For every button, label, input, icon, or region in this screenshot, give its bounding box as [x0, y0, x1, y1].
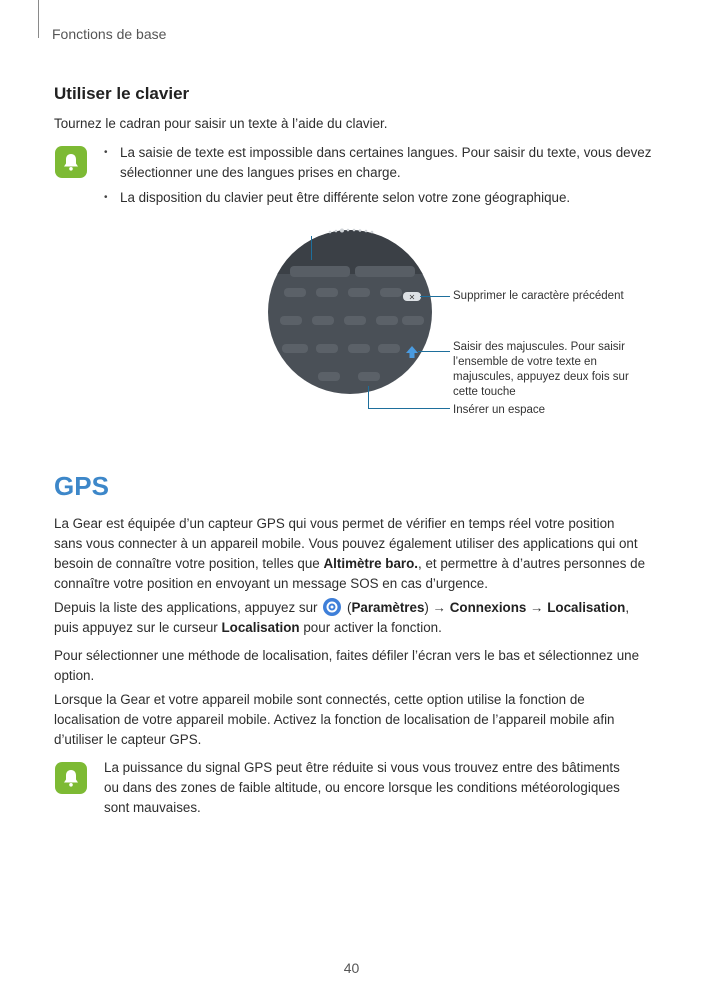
note-icon — [55, 146, 87, 178]
bell-icon — [60, 151, 82, 173]
keyboard-notes — [104, 143, 654, 213]
callout-line — [368, 408, 450, 409]
callout-space: Insérer un espace — [453, 404, 546, 416]
gps-paragraph-3: Pour sélectionner une méthode de localisation, faites défiler l’écran vers le bas et sélectionnez une option. — [54, 648, 640, 683]
bell-icon — [60, 767, 82, 789]
page-number: 40 — [343, 960, 360, 976]
list-item: • La saisie de texte est impossible dans certaines langues. Pour saisir du texte, vous devez sélectionner une des langues prises en charge. — [104, 143, 654, 183]
gps-paragraph-4: Lorsque la Gear et votre appareil mobile sont connectés, cette option utilise la fonction de localisation de votre appareil mobile. Activez la fonction de localisation de l’appareil mobile afin d’utiliser le capteur GPS. — [54, 692, 615, 747]
callout-line — [420, 296, 450, 297]
svg-text:×: × — [408, 292, 416, 302]
header-rule — [38, 0, 39, 38]
settings-gear-icon — [323, 598, 341, 616]
keyboard-heading: Utiliser le clavier — [54, 84, 190, 103]
callout-line — [368, 386, 369, 408]
callout-line — [311, 236, 312, 260]
gps-paragraph-2: Depuis la liste des applications, appuyez sur (Paramètres) → Connexions → Localisation, puis appuyez sur le curseur Localisation pour activer la fonction. — [54, 600, 630, 635]
note-icon — [55, 762, 87, 794]
keyboard-intro: Tournez le cadran pour saisir un texte à l’aide du clavier. — [54, 116, 388, 131]
gps-note: La puissance du signal GPS peut être réduite si vous vous trouvez entre des bâtiments ou dans des zones de faible altitude, ou encore lorsque les conditions météorologiques sont mauvaises. — [104, 760, 620, 815]
section-header: Fonctions de base — [52, 26, 167, 42]
watch-screen — [260, 222, 440, 402]
gps-paragraph-1: La Gear est équipée d’un capteur GPS qui vous permet de vérifier en temps réel votre position sans vous connecter à un appareil mobile. Vous pouvez également utiliser des applications qui ont besoin de connaître votre position, telles que Altimètre baro., et permettre à d’autres personnes de connaître votre position en envoyant un message SOS en cas d’urgence. — [54, 516, 646, 591]
callout-caps: Saisir des majuscules. Pour saisir l’ensemble de votre texte en majuscules, appuyez deux fois sur cette touche — [453, 341, 629, 398]
list-item: • La disposition du clavier peut être différente selon votre zone géographique. — [104, 188, 654, 208]
watch-keyboard-figure — [260, 222, 440, 402]
gps-heading: GPS — [54, 471, 109, 501]
callout-line — [418, 351, 450, 352]
callout-delete: Supprimer le caractère précédent — [453, 290, 624, 302]
